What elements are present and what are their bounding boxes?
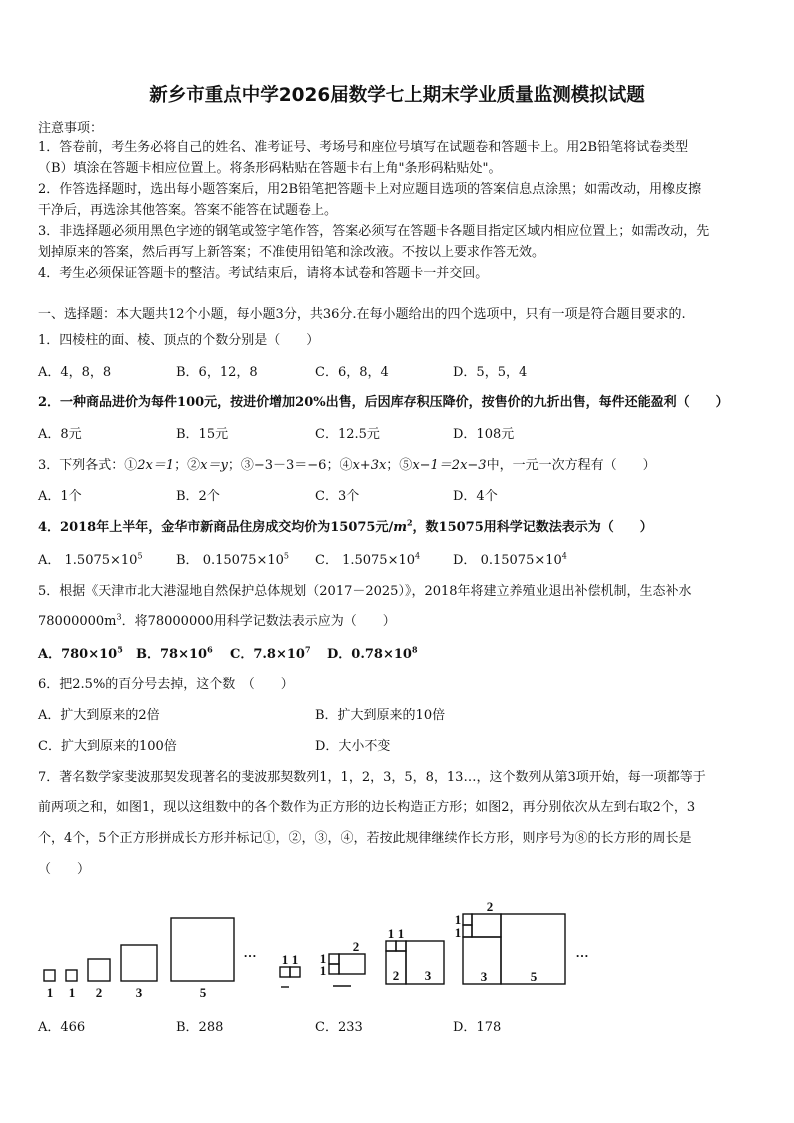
option-base: 1.5075×10 xyxy=(64,553,138,568)
option-base: 0.15075×10 xyxy=(480,553,562,568)
question-7-line: 前两项之和，如图1，现以这组数中的各个数作为正方形的边长构造正方形；如图2，再分别依次从左到右取2个，3 xyxy=(38,800,696,815)
fig2-label: 5 xyxy=(530,969,538,984)
notice-line: （B）填涂在答题卡相应位置上。将条形码粘贴在答题卡右上角"条形码粘贴处"。 xyxy=(38,161,502,176)
question-2-stem: 2．一种商品进价为每件100元，按进价增加20%出售，后因库存积压降价，按售价的九折出售，每件还能盈利（ ） xyxy=(38,395,729,410)
q4-unit: m xyxy=(393,520,407,535)
option-exp: 6 xyxy=(207,644,213,655)
option-base: 0.78×10 xyxy=(351,647,412,662)
page-title: 新乡市重点中学2026届数学七上期末学业质量监测模拟试题 xyxy=(149,85,645,106)
q3-formula-2: x＝y xyxy=(200,458,228,473)
fig1-label: 1 xyxy=(46,985,54,1000)
q1-option-c: C．6，8，4 xyxy=(315,365,389,380)
q5-exp: 3 xyxy=(116,612,122,622)
q4-unit-exp: 2 xyxy=(406,517,413,528)
q3-text: ；③−3－3＝−6；④ xyxy=(227,458,353,473)
option-base: 1.5075×10 xyxy=(342,553,416,568)
question-7-line: （ ） xyxy=(38,862,91,877)
fig1-square-2 xyxy=(66,970,77,981)
q4-text: 4．2018年上半年，金华市新商品住房成交均价为15075元/ xyxy=(38,520,394,535)
fig1-label: 5 xyxy=(199,985,207,1000)
q7-option-c: C．233 xyxy=(315,1020,363,1035)
q6-option-a: A．扩大到原来的2倍 xyxy=(38,708,160,723)
fig2-label: 1 xyxy=(397,926,405,941)
fig1-label: 2 xyxy=(95,985,103,1000)
fig2-label: 1 xyxy=(281,952,289,967)
q6-option-d: D．大小不变 xyxy=(315,739,391,754)
q1-option-d: D．5，5，4 xyxy=(453,365,528,380)
fig2-label: 3 xyxy=(424,968,432,983)
q3-text: ；⑤ xyxy=(386,458,413,473)
option-exp: 8 xyxy=(411,644,418,655)
q2-option-d: D．108元 xyxy=(453,427,515,442)
fig1-square-5 xyxy=(171,918,234,981)
notice-line: 2．作答选择题时，选出每小题答案后，用2B铅笔把答题卡上对应题目选项的答案信息点涂黑；如需改动，用橡皮擦 xyxy=(38,182,702,197)
q2-option-b: B．15元 xyxy=(176,427,229,442)
fig2-label: 1 xyxy=(319,951,327,966)
q7-option-a: A．466 xyxy=(38,1020,86,1035)
notice-line: 干净后，再选涂其他答案。答案不能答在试题卷上。 xyxy=(38,203,338,218)
fig2-1-square xyxy=(280,967,290,977)
q1-option-a: A．4，8，8 xyxy=(38,365,112,380)
q3-formula-5: x−1＝2x−3 xyxy=(412,458,487,473)
fig1-square-3 xyxy=(88,959,110,981)
q3-formula-4: x+3x xyxy=(352,458,387,473)
q3-formula-1: 2x＝1 xyxy=(137,458,175,473)
fig2-label: 1 xyxy=(454,925,462,940)
q1-option-b: B．6，12，8 xyxy=(176,365,258,380)
q3-text: 3．下列各式：① xyxy=(38,458,138,473)
q3-text: 中，一元一次方程有（ ） xyxy=(486,458,656,473)
option-exp: 5 xyxy=(137,551,143,561)
fig2-label: 1 xyxy=(319,963,327,978)
option-base: 78×10 xyxy=(160,647,208,662)
notice-line: 1．答卷前，考生务必将自己的姓名、准考证号、考场号和座位号填写在试题卷和答题卡上。用2B铅笔将试卷类型 xyxy=(38,140,689,155)
q3-option-c: C．3个 xyxy=(315,489,360,504)
option-label: D． xyxy=(327,647,352,662)
notice-line: 4．考生必须保证答题卡的整洁。考试结束后，请将本试卷和答题卡一并交回。 xyxy=(38,266,489,281)
fig2-4-square xyxy=(472,914,501,937)
q2-option-a: A．8元 xyxy=(38,427,82,442)
q3-text: ；② xyxy=(174,458,201,473)
option-exp: 7 xyxy=(304,644,311,655)
fig2-4-square xyxy=(463,925,472,937)
q3-option-d: D．4个 xyxy=(453,489,498,504)
q3-option-b: B．2个 xyxy=(176,489,220,504)
fig2-label: 1 xyxy=(454,912,462,927)
q6-option-c: C．扩大到原来的100倍 xyxy=(38,739,177,754)
fig2-1-square xyxy=(290,967,300,977)
fig2-2-square xyxy=(329,964,339,974)
q4-text: ，数15075用科学记数法表示为（ ） xyxy=(412,520,653,535)
option-exp: 5 xyxy=(117,644,123,655)
q5-text: ．将78000000用科学记数法表示应为（ ） xyxy=(121,614,396,629)
option-label: C． xyxy=(315,553,338,568)
question-5-line1: 5．根据《天津市北大港湿地自然保护总体规划（2017－2025）》，2018年将建立养殖业退出补偿机制，生态补水 xyxy=(38,584,692,599)
fig2-3-square xyxy=(396,941,406,951)
q5-text: 78000000m xyxy=(38,614,117,629)
question-7-line: 7．著名数学家斐波那契发现著名的斐波那契数列1，1，2，3，5，8，13…，这个数列从第3项开始，每一项都等于 xyxy=(38,770,706,785)
option-label: B． xyxy=(176,553,199,568)
ellipsis: … xyxy=(243,945,257,960)
option-label: A． xyxy=(38,553,61,568)
fig2-label: 1 xyxy=(291,952,299,967)
fig2-2-square xyxy=(339,954,365,974)
option-base: 0.15075×10 xyxy=(202,553,284,568)
q7-option-d: D．178 xyxy=(453,1020,502,1035)
option-base: 7.8×10 xyxy=(253,647,305,662)
fig1-label: 1 xyxy=(68,985,76,1000)
fig2-4-square xyxy=(463,914,472,925)
q2-option-c: C．12.5元 xyxy=(315,427,380,442)
option-label: A． xyxy=(38,647,62,662)
question-6-stem: 6．把2.5%的百分号去掉，这个数 （ ） xyxy=(38,677,294,692)
q3-option-a: A．1个 xyxy=(38,489,82,504)
option-exp: 4 xyxy=(415,551,421,561)
q7-option-b: B．288 xyxy=(176,1020,224,1035)
option-label: B． xyxy=(136,647,160,662)
fig2-label: 2 xyxy=(352,939,360,954)
option-label: D． xyxy=(453,553,477,568)
notice-line: 3．非选择题必须用黑色字迹的钢笔或签字笔作答，答案必须写在答题卡各题目指定区域内相应位置上；如需改动，先 xyxy=(38,224,710,239)
section-heading: 一、选择题：本大题共12个小题，每小题3分，共36分.在每小题给出的四个选项中，只有一项是符合题目要求的. xyxy=(38,307,686,322)
fig1-square-4 xyxy=(121,945,157,981)
option-exp: 5 xyxy=(283,551,289,561)
q6-option-b: B．扩大到原来的10倍 xyxy=(315,708,446,723)
option-exp: 4 xyxy=(561,551,567,561)
question-1-stem: 1．四棱柱的面、棱、顶点的个数分别是（ ） xyxy=(38,333,320,348)
fig2-label: 2 xyxy=(392,968,400,983)
notice-heading: 注意事项： xyxy=(38,121,104,136)
fig1-square-1 xyxy=(44,970,55,981)
fig2-label: 1 xyxy=(387,926,395,941)
fig2-3-square xyxy=(386,941,396,951)
fig2-label: 3 xyxy=(480,969,488,984)
ellipsis: … xyxy=(575,945,589,960)
fig2-label: 2 xyxy=(486,899,494,914)
question-7-line: 个，4个，5个正方形拼成长方形并标记①，②，③，④，若按此规律继续作长方形，则序号为⑧的长方形的周长是 xyxy=(38,831,692,846)
option-base: 780×10 xyxy=(61,647,118,662)
option-label: C． xyxy=(230,647,254,662)
fig1-label: 3 xyxy=(135,985,143,1000)
fig2-2-square xyxy=(329,954,339,964)
notice-line: 划掉原来的答案，然后再写上新答案；不准使用铅笔和涂改液。不按以上要求作答无效。 xyxy=(38,245,546,260)
